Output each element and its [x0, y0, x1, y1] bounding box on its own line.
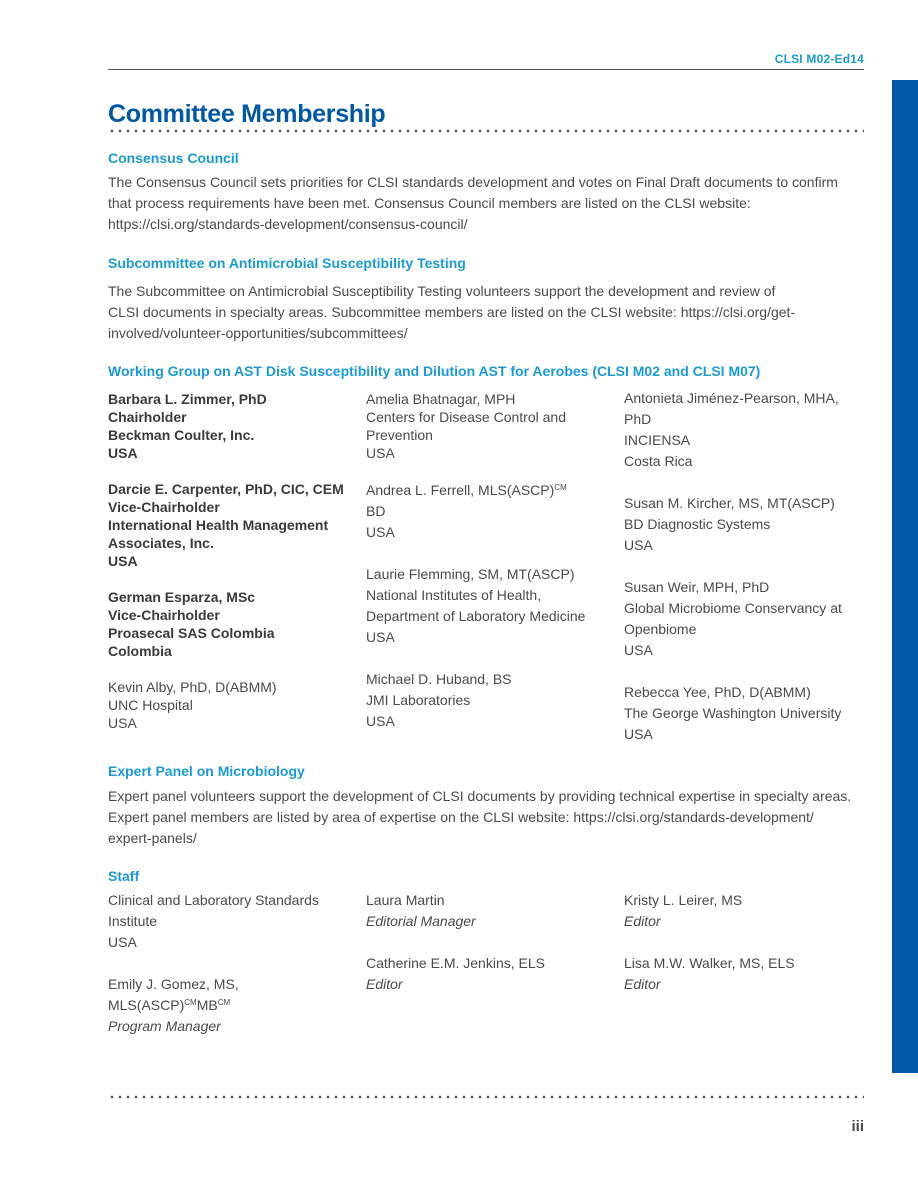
- member-name: Darcie E. Carpenter, PhD, CIC, CEM: [108, 481, 344, 497]
- member-entry: [108, 390, 348, 462]
- member-entry: [624, 682, 860, 745]
- member-org: INCIENSA: [624, 432, 691, 448]
- staff-role: Editor: [624, 976, 661, 992]
- member-name: Susan Weir, MPH, PhD: [624, 579, 770, 595]
- working-group-column-1: [108, 390, 348, 732]
- member-org: Beckman Coulter, Inc.: [108, 427, 255, 443]
- member-country: USA: [108, 553, 138, 569]
- member-org: UNC Hospital: [108, 697, 193, 713]
- subcommittee-line: CLSI documents in specialty areas. Subcommittee members are listed on the CLSI website: https://clsi.org/get-: [108, 304, 796, 320]
- member-org: The George Washington University: [624, 705, 842, 721]
- expert-panel-heading: Expert Panel on Microbiology: [108, 763, 305, 779]
- staff-org: Clinical and Laboratory Standards: [108, 892, 319, 908]
- member-entry: [366, 669, 606, 732]
- member-name: Rebecca Yee, PhD, D(ABMM): [624, 684, 811, 700]
- expert-panel-line: expert-panels/: [108, 830, 197, 846]
- member-org: BD: [366, 503, 386, 519]
- working-group-heading: Working Group on AST Disk Susceptibility and Dilution AST for Aerobes (CLSI M02 and CLSI M07): [108, 363, 761, 379]
- expert-panel-line: Expert panel members are listed by area of expertise on the CLSI website: https://clsi.org/standards-development/: [108, 809, 814, 825]
- staff-entry: [624, 953, 864, 995]
- member-country: USA: [366, 629, 395, 645]
- member-org: Proasecal SAS Colombia: [108, 625, 275, 641]
- member-country: USA: [108, 715, 137, 731]
- superscript: CM: [554, 483, 567, 492]
- superscript: CM: [217, 998, 231, 1007]
- member-entry: [624, 388, 860, 472]
- staff-name: Lisa M.W. Walker, MS, ELS: [624, 955, 795, 971]
- working-group-column-3: [624, 388, 860, 745]
- staff-entry: [366, 953, 606, 995]
- staff-entry: [366, 890, 606, 932]
- member-org: BD Diagnostic Systems: [624, 516, 771, 532]
- staff-country: USA: [108, 934, 137, 950]
- member-name: Barbara L. Zimmer, PhD: [108, 391, 267, 407]
- member-name: German Esparza, MSc: [108, 589, 256, 605]
- consensus-council-line: The Consensus Council sets priorities for CLSI standards development and votes on Final Draft documents to confirm: [108, 174, 838, 190]
- staff-entry: [624, 890, 864, 932]
- staff-entry: [108, 974, 348, 1037]
- superscript: CM: [184, 998, 197, 1007]
- member-entry: [366, 390, 606, 462]
- member-org: Department of Laboratory Medicine: [366, 608, 586, 624]
- staff-name-text: MB: [196, 997, 218, 1013]
- member-name: Amelia Bhatnagar, MPH: [366, 391, 516, 407]
- staff-name-text: Emily J. Gomez, MS, MLS(ASCP): [108, 976, 239, 1013]
- consensus-council-line: that process requirements have been met. Consensus Council members are listed on the CLSI website:: [108, 195, 751, 211]
- member-name: Kevin Alby, PhD, D(ABMM): [108, 679, 277, 695]
- member-entry: [108, 678, 348, 732]
- member-entry: [108, 480, 348, 570]
- subcommittee-line: involved/volunteer-opportunities/subcommittees/: [108, 325, 408, 341]
- consensus-council-line: https://clsi.org/standards-development/consensus-council/: [108, 216, 468, 232]
- member-country: USA: [624, 537, 653, 553]
- member-role: Vice-Chairholder: [108, 499, 220, 515]
- expert-panel-text: [108, 786, 858, 849]
- staff-name: Laura Martin: [366, 892, 445, 908]
- consensus-council-text: [108, 172, 858, 235]
- staff-org: Institute: [108, 913, 158, 929]
- member-entry: [366, 564, 606, 648]
- staff-role: Editor: [366, 976, 403, 992]
- subcommittee-text: [108, 281, 858, 344]
- title-dotted-rule: [108, 129, 864, 133]
- member-role: Vice-Chairholder: [108, 607, 220, 623]
- member-entry: [624, 577, 860, 661]
- member-country: Colombia: [108, 643, 172, 659]
- staff-entry: [108, 890, 348, 953]
- member-country: USA: [366, 713, 395, 729]
- working-group-column-2: [366, 390, 606, 732]
- staff-role: Editor: [624, 913, 661, 929]
- member-country: USA: [108, 445, 138, 461]
- staff-column-2: [366, 890, 606, 995]
- member-country: USA: [366, 524, 395, 540]
- member-name: Laurie Flemming, SM, MT(ASCP): [366, 566, 575, 582]
- side-color-bar: [892, 80, 918, 1073]
- staff-role: Program Manager: [108, 1018, 221, 1034]
- member-org: Centers for Disease Control and: [366, 409, 566, 425]
- member-country: USA: [366, 445, 395, 461]
- member-name: [366, 480, 606, 501]
- member-org: Openbiome: [624, 621, 697, 637]
- member-role: Chairholder: [108, 409, 187, 425]
- expert-panel-line: Expert panel volunteers support the development of CLSI documents by providing technical expertise in specialty areas.: [108, 788, 852, 804]
- staff-name: Kristy L. Leirer, MS: [624, 892, 743, 908]
- member-name: Michael D. Huband, BS: [366, 671, 512, 687]
- member-country: USA: [624, 726, 653, 742]
- staff-name: Catherine E.M. Jenkins, ELS: [366, 955, 545, 971]
- member-org: International Health Management: [108, 517, 329, 533]
- member-name-text: Andrea L. Ferrell, MLS(ASCP): [366, 482, 555, 498]
- staff-name: [108, 974, 348, 1016]
- document-code: CLSI M02-Ed14: [774, 52, 864, 66]
- member-name: Antonieta Jiménez-Pearson, MHA,: [624, 390, 839, 406]
- member-org: National Institutes of Health,: [366, 587, 542, 603]
- staff-role: Editorial Manager: [366, 913, 476, 929]
- member-name: Susan M. Kircher, MS, MT(ASCP): [624, 495, 835, 511]
- member-entry: [624, 493, 860, 556]
- footer-dotted-rule: [108, 1095, 864, 1099]
- member-country: Costa Rica: [624, 453, 693, 469]
- header-rule: [108, 69, 864, 70]
- member-org: Associates, Inc.: [108, 535, 214, 551]
- consensus-council-heading: Consensus Council: [108, 150, 239, 166]
- page-title: Committee Membership: [108, 100, 386, 128]
- staff-column-3: [624, 890, 864, 995]
- subcommittee-line: The Subcommittee on Antimicrobial Susceptibility Testing volunteers support the development and review of: [108, 283, 776, 299]
- member-name: PhD: [624, 411, 652, 427]
- member-entry: [108, 588, 348, 660]
- staff-column-1: [108, 890, 348, 1037]
- member-country: USA: [624, 642, 653, 658]
- staff-heading: Staff: [108, 868, 140, 884]
- member-org: JMI Laboratories: [366, 692, 471, 708]
- member-org: Prevention: [366, 427, 433, 443]
- page-number: iii: [851, 1118, 864, 1135]
- member-org: Global Microbiome Conservancy at: [624, 600, 842, 616]
- subcommittee-heading: Subcommittee on Antimicrobial Susceptibility Testing: [108, 255, 466, 271]
- member-entry: [366, 480, 606, 543]
